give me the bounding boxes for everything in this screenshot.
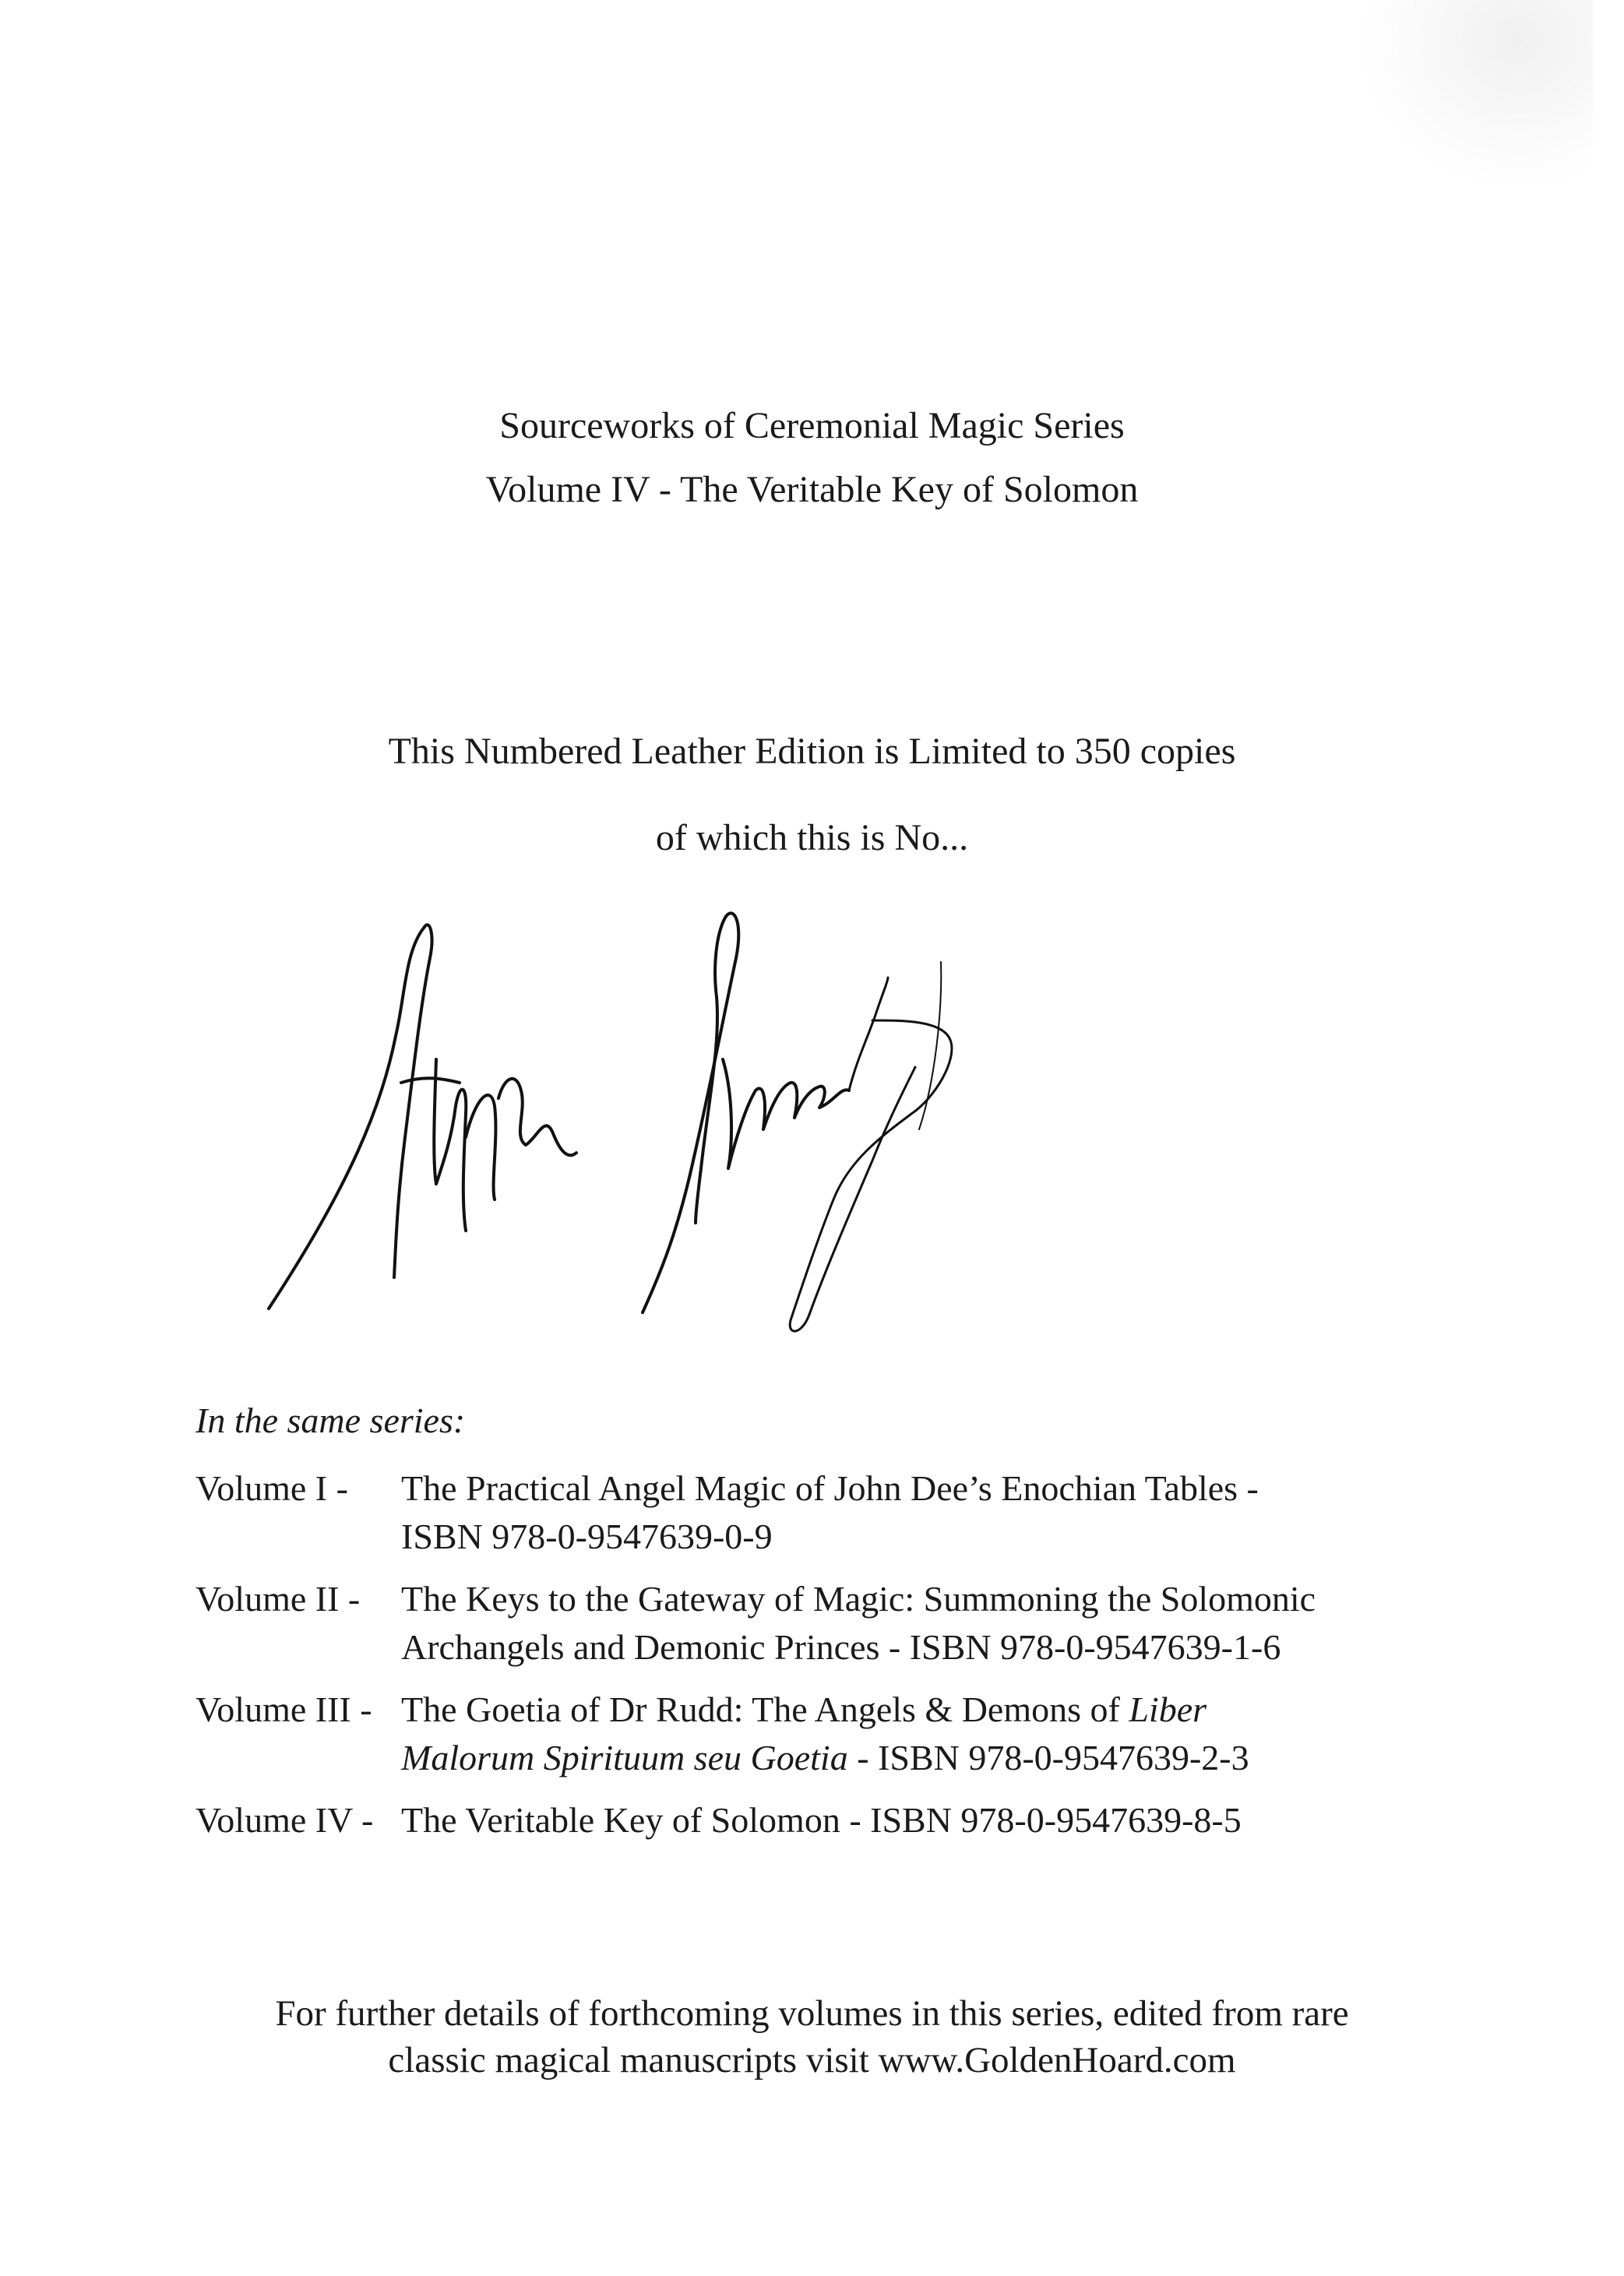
volume-title: Volume IV - The Veritable Key of Solomon	[485, 469, 1139, 510]
volume-label: Volume IV -	[196, 1800, 374, 1840]
volume-isbn-line	[401, 1734, 1520, 1782]
volume-label: Volume III -	[196, 1689, 372, 1729]
volume-title-line: The Practical Angel Magic of John Dee’s Enochian Tables -	[401, 1468, 1259, 1508]
volume-title-line: The Veritable Key of Solomon - ISBN 978-0-9547639-8-5	[401, 1800, 1242, 1840]
italic-title-text: Liber	[1129, 1689, 1207, 1729]
volume-description	[401, 1575, 1520, 1672]
list-item	[196, 1796, 1520, 1844]
edition-number-text: of which this is No...	[655, 817, 969, 858]
volume-description	[401, 1686, 1520, 1782]
list-item	[196, 1686, 1520, 1782]
footer-note	[0, 1990, 1624, 2084]
title-text: The Goetia of Dr Rudd: The Angels & Demons of	[401, 1689, 1129, 1729]
volume-label: Volume II -	[196, 1579, 361, 1619]
volume-label: Volume I -	[196, 1468, 348, 1508]
same-series-heading: In the same series:	[196, 1400, 466, 1440]
page-smudge	[1344, 0, 1593, 203]
footer-line: classic magical manuscripts visit www.GoldenHoard.com	[388, 2040, 1236, 2080]
isbn-text: - ISBN 978-0-9547639-2-3	[847, 1738, 1249, 1777]
handwritten-signature	[257, 904, 1020, 1340]
volume-list	[196, 1464, 1520, 1858]
list-item	[196, 1464, 1520, 1561]
volume-description	[401, 1796, 1520, 1844]
volume-isbn-line: ISBN 978-0-9547639-0-9	[401, 1517, 773, 1556]
series-title: Sourceworks of Ceremonial Magic Series	[499, 405, 1125, 446]
volume-title-line: The Keys to the Gateway of Magic: Summoning the Solomonic	[401, 1579, 1316, 1619]
volume-title-line	[401, 1686, 1520, 1734]
edition-limit-text: This Numbered Leather Edition is Limited to 350 copies	[388, 731, 1236, 772]
footer-line: For further details of forthcoming volumes in this series, edited from rare	[275, 1993, 1349, 2034]
italic-title-text: Malorum Spirituum seu Goetia	[401, 1738, 848, 1777]
volume-isbn-line: Archangels and Demonic Princes - ISBN 978-0-9547639-1-6	[401, 1627, 1281, 1667]
volume-description	[401, 1464, 1520, 1561]
list-item	[196, 1575, 1520, 1672]
